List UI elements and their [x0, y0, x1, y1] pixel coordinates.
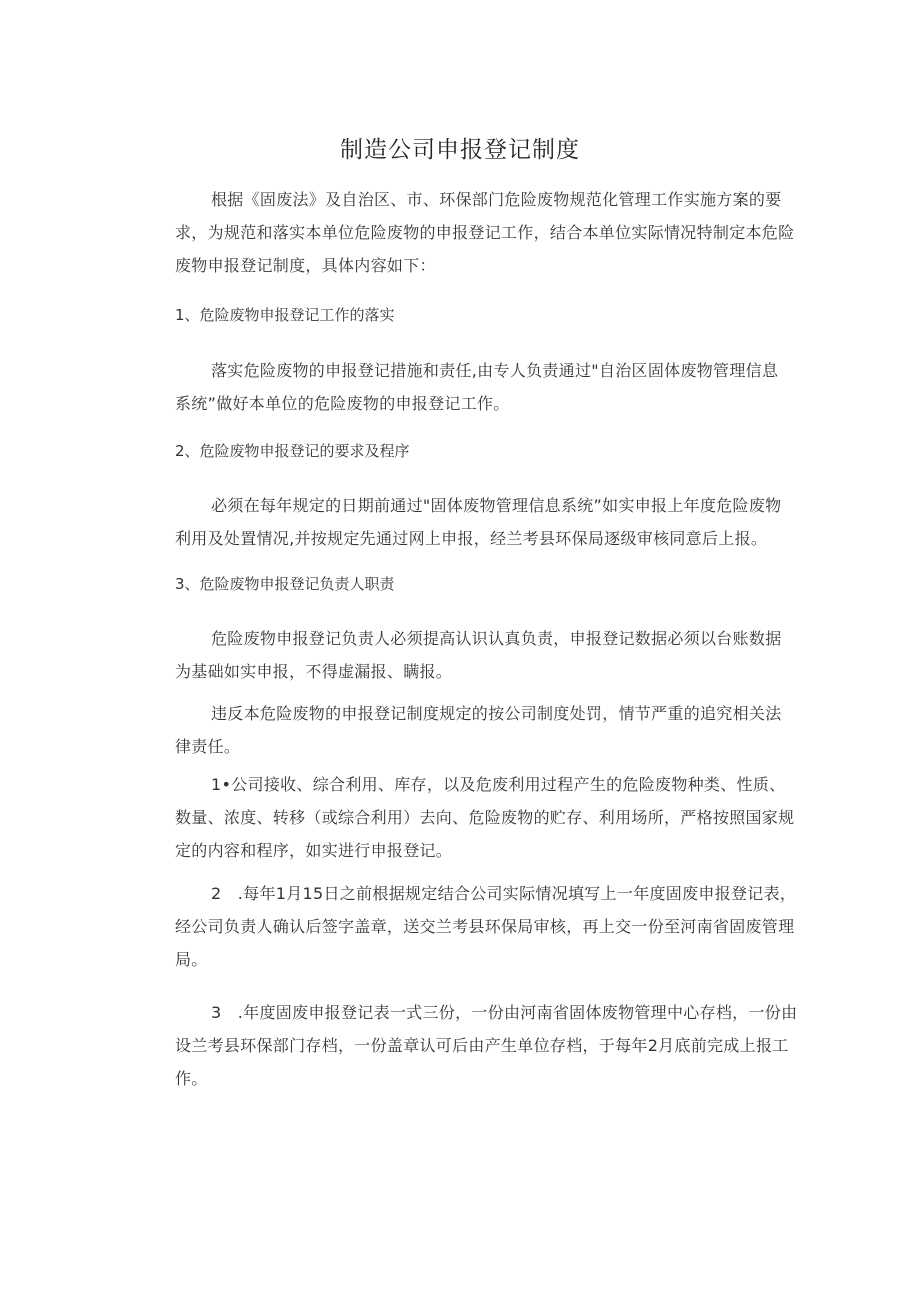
section-1-body: [139, 354, 779, 420]
intro-paragraph: [139, 183, 795, 282]
section-3-heading: 3、危险废物申报登记负责人职责: [175, 575, 395, 593]
intro-line: 根据《固废法》及自治区、市、环保部门危险废物规范化管理工作实施方案的要: [211, 190, 782, 209]
list-item-line: 1•公司接收、综合利用、库存，以及危废利用过程产生的危险废物种类、性质、: [211, 775, 786, 794]
section-2-line: 利用及处置情况,并按规定先通过网上申报，经兰考县环保局逐级审核同意后上报。: [175, 529, 768, 548]
intro-line: 求，为规范和落实本单位危险废物的申报登记工作，结合本单位实际情况特制定本危险: [175, 223, 795, 242]
section-2-body: [139, 489, 782, 555]
list-item-line: 2 .每年1月15日之前根据规定结合公司实际情况填写上一年度固废申报登记表，: [211, 884, 797, 903]
list-item-2: [139, 877, 797, 976]
list-item-line: 设兰考县环保部门存档，一份盖章认可后由产生单位存档，于每年2月底前完成上报工: [175, 1036, 789, 1055]
section-1-line: 落实危险废物的申报登记措施和责任,由专人负责通过"自治区固体废物管理信息: [211, 361, 779, 380]
section-1-heading: 1、危险废物申报登记工作的落实: [175, 306, 395, 324]
violation-paragraph: [139, 697, 782, 763]
list-item-1: [139, 768, 795, 867]
list-item-line: 定的内容和程序，如实进行申报登记。: [175, 841, 453, 860]
violation-line: 违反本危险废物的申报登记制度规定的按公司制度处罚，情节严重的追究相关法: [211, 704, 782, 723]
section-3-line: 危险废物申报登记负责人必须提高认识认真负责，申报登记数据必须以台账数据: [211, 629, 782, 648]
violation-line: 律责任。: [175, 737, 241, 756]
list-item-line: 局。: [175, 950, 208, 969]
section-2-heading: 2、危险废物申报登记的要求及程序: [175, 442, 410, 460]
section-1-line: 系统”做好本单位的危险废物的申报登记工作。: [175, 394, 510, 413]
document-title: 制造公司申报登记制度: [340, 137, 580, 163]
list-item-line: 作。: [175, 1069, 208, 1088]
list-item-line: 3 .年度固废申报登记表一式三份，一份由河南省固体废物管理中心存档，一份由: [211, 1003, 798, 1022]
intro-line: 废物申报登记制度，具体内容如下：: [175, 256, 436, 275]
list-item-3: [139, 996, 798, 1095]
section-2-line: 必须在每年规定的日期前通过"固体废物管理信息系统”如实申报上年度危险废物: [211, 496, 782, 515]
section-3-line: 为基础如实申报，不得虚漏报、瞒报。: [175, 662, 453, 681]
section-3-body: [139, 622, 782, 688]
list-item-line: 数量、浓度、转移（或综合利用）去向、危险废物的贮存、利用场所，严格按照国家规: [175, 808, 795, 827]
list-item-line: 经公司负责人确认后签字盖章，送交兰考县环保局审核，再上交一份至河南省固废管理: [175, 917, 795, 936]
